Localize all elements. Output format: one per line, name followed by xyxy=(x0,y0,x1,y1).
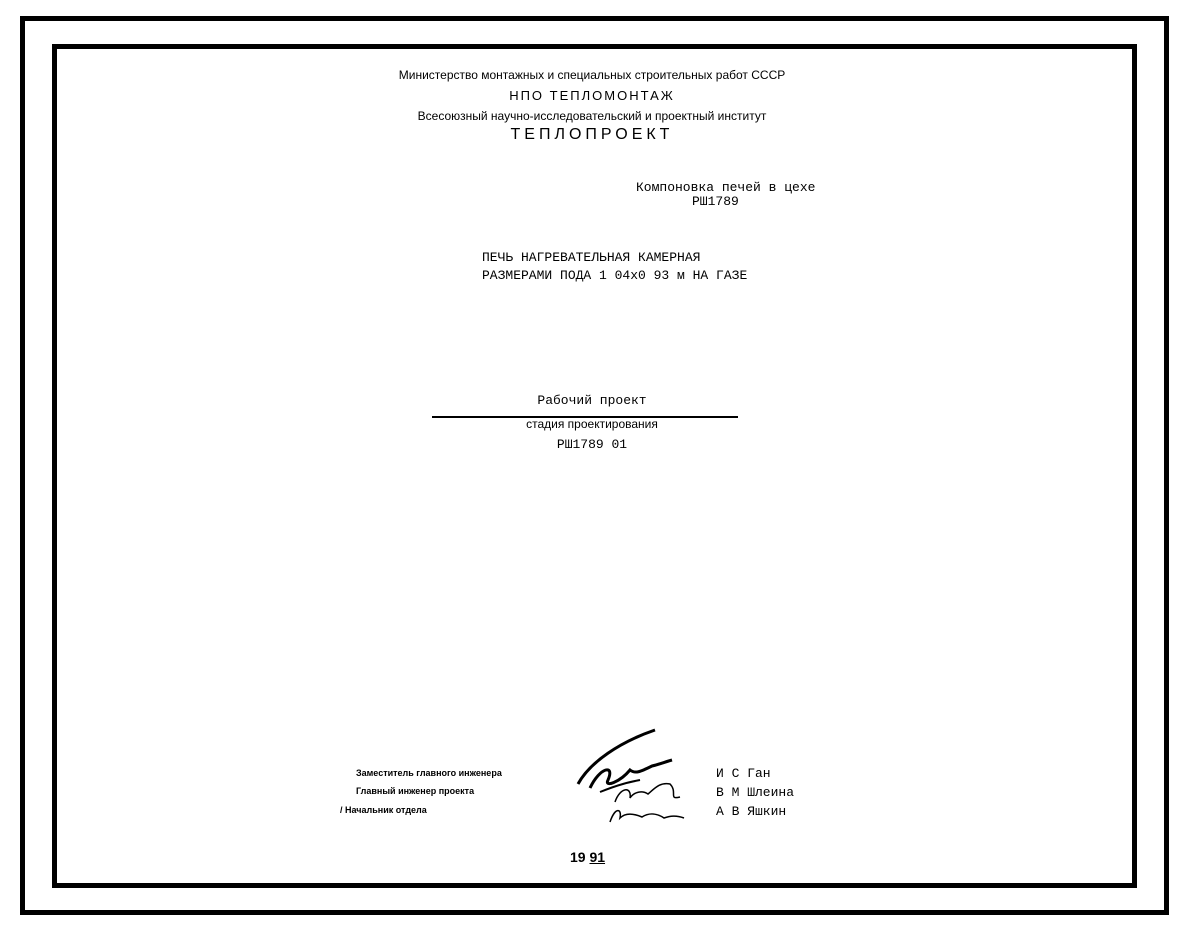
stage-label: стадия проектирования xyxy=(526,417,658,431)
name-yashkin: А В Яшкин xyxy=(716,804,787,819)
document-title-line1: ПЕЧЬ НАГРЕВАТЕЛЬНАЯ КАМЕРНАЯ xyxy=(482,250,701,265)
year xyxy=(570,849,605,865)
year-prefix: 19 xyxy=(570,849,586,865)
name-gan: И С Ган xyxy=(716,766,771,781)
document-title-line2: РАЗМЕРАМИ ПОДА 1 04х0 93 м НА ГАЗЕ xyxy=(482,268,748,283)
project-type: Рабочий проект xyxy=(537,393,647,408)
ministry-line: Министерство монтажных и специальных строительных работ СССР xyxy=(398,68,786,82)
institute-line: Всесоюзный научно-исследовательский и проектный институт xyxy=(417,109,767,123)
role-chief-project-engineer: Главный инженер проекта xyxy=(356,786,475,796)
role-department-head: / Начальник отдела xyxy=(340,805,427,815)
section-title: Компоновка печей в цехе xyxy=(636,180,816,195)
role-department-head-text: Начальник отдела xyxy=(345,805,427,815)
section-code: РШ1789 xyxy=(692,194,739,209)
institute-short-name: ТЕПЛОПРОЕКТ xyxy=(510,126,674,143)
year-suffix: 91 xyxy=(589,849,606,865)
npo-line: НПО ТЕПЛОМОНТАЖ xyxy=(509,88,675,103)
document-code: РШ1789 01 xyxy=(556,437,628,452)
signatures-handwritten xyxy=(560,722,710,832)
role-deputy-chief-engineer: Заместитель главного инженера xyxy=(356,768,502,778)
name-shleina: В М Шлеина xyxy=(716,785,795,800)
